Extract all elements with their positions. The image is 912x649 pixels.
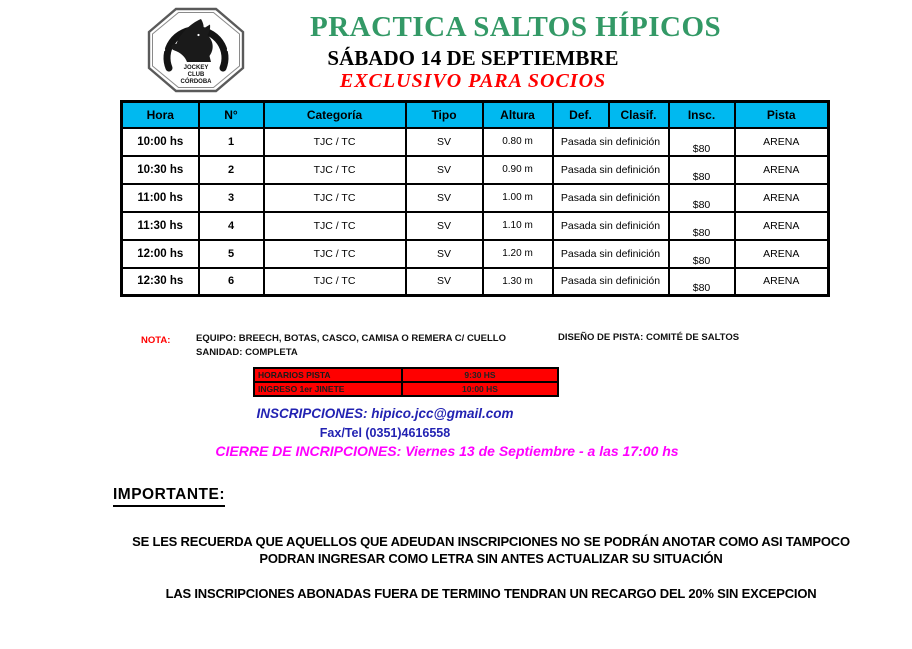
col-header-altura: Altura xyxy=(483,102,553,128)
table-row xyxy=(254,368,558,382)
page-title: PRACTICA SALTOS HÍPICOS xyxy=(310,11,722,43)
schedule-header-row xyxy=(122,102,829,128)
cell-altura: 1.00 m xyxy=(483,184,553,212)
cell-hora: 10:30 hs xyxy=(122,156,199,184)
col-header-insc: Insc. xyxy=(669,102,735,128)
cell-pista: ARENA xyxy=(735,156,829,184)
important-paragraph-2: LAS INSCRIPCIONES ABONADAS FUERA DE TERMINO TENDRAN UN RECARGO DEL 20% SIN EXCEPCION xyxy=(165,586,817,601)
cell-categoria: TJC / TC xyxy=(264,128,406,156)
table-row xyxy=(122,240,829,268)
cell-altura: 1.10 m xyxy=(483,212,553,240)
exclusive-notice: EXCLUSIVO PARA SOCIOS xyxy=(339,70,607,92)
cell-pista: ARENA xyxy=(735,212,829,240)
cell-insc: $80 xyxy=(669,156,735,184)
cell-altura: 1.20 m xyxy=(483,240,553,268)
logo-line-1: JOCKEY xyxy=(183,65,209,71)
cell-numero: 1 xyxy=(199,128,264,156)
inscriptions-email: INSCRIPCIONES: hipico.jcc@gmail.com xyxy=(256,406,514,421)
fax-tel: Fax/Tel (0351)4616558 xyxy=(319,426,451,440)
nota-label: NOTA: xyxy=(141,335,171,346)
cell-insc: $80 xyxy=(669,184,735,212)
cell-hora: 10:00 hs xyxy=(122,128,199,156)
cell-altura: 0.90 m xyxy=(483,156,553,184)
cell-numero: 3 xyxy=(199,184,264,212)
horarios-label: HORARIOS PISTA xyxy=(254,368,402,382)
col-header-tipo: Tipo xyxy=(406,102,483,128)
important-heading: IMPORTANTE: xyxy=(113,486,225,507)
cell-def-clasif: Pasada sin definición xyxy=(553,268,669,296)
schedule-table xyxy=(120,100,830,297)
nota-equipo-line: EQUIPO: BREECH, BOTAS, CASCO, CAMISA O REMERA C/ CUELLO xyxy=(196,333,506,344)
cell-categoria: TJC / TC xyxy=(264,184,406,212)
cell-def-clasif: Pasada sin definición xyxy=(553,156,669,184)
horarios-label: INGRESO 1er JINETE xyxy=(254,382,402,396)
table-row xyxy=(122,128,829,156)
cell-tipo: SV xyxy=(406,156,483,184)
col-header-numero: N° xyxy=(199,102,264,128)
cell-tipo: SV xyxy=(406,184,483,212)
table-row xyxy=(122,268,829,296)
cell-numero: 5 xyxy=(199,240,264,268)
cell-def-clasif: Pasada sin definición xyxy=(553,240,669,268)
col-header-def: Def. xyxy=(553,102,609,128)
col-header-clasif: Clasif. xyxy=(609,102,669,128)
cell-numero: 6 xyxy=(199,268,264,296)
event-date: SÁBADO 14 DE SEPTIEMBRE xyxy=(327,46,619,70)
cell-tipo: SV xyxy=(406,128,483,156)
cell-tipo: SV xyxy=(406,240,483,268)
nota-sanidad-line: SANIDAD: COMPLETA xyxy=(196,347,298,358)
cell-hora: 11:30 hs xyxy=(122,212,199,240)
cell-altura: 1.30 m xyxy=(483,268,553,296)
horarios-value: 10:00 HS xyxy=(402,382,558,396)
table-row xyxy=(122,184,829,212)
table-row xyxy=(122,156,829,184)
important-paragraph-1 xyxy=(110,533,872,567)
cell-numero: 4 xyxy=(199,212,264,240)
cell-hora: 11:00 hs xyxy=(122,184,199,212)
cell-tipo: SV xyxy=(406,212,483,240)
cell-pista: ARENA xyxy=(735,128,829,156)
cell-tipo: SV xyxy=(406,268,483,296)
cell-insc: $80 xyxy=(669,128,735,156)
inscription-deadline: CIERRE DE INCRIPCIONES: Viernes 13 de Septiembre - a las 17:00 hs xyxy=(215,443,679,459)
important-p1-line2: PODRAN INGRESAR COMO LETRA SIN ANTES ACTUALIZAR SU SITUACIÓN xyxy=(259,551,723,566)
cell-pista: ARENA xyxy=(735,184,829,212)
cell-categoria: TJC / TC xyxy=(264,268,406,296)
logo-line-2: CLUB xyxy=(187,72,205,78)
horse-head-octagon-icon xyxy=(146,6,246,94)
cell-pista: ARENA xyxy=(735,240,829,268)
cell-insc: $80 xyxy=(669,240,735,268)
col-header-hora: Hora xyxy=(122,102,199,128)
nota-course-design: DISEÑO DE PISTA: COMITÉ DE SALTOS xyxy=(558,332,740,343)
jockey-club-logo xyxy=(146,6,246,94)
important-p1-line1: SE LES RECUERDA QUE AQUELLOS QUE ADEUDAN INSCRIPCIONES NO SE PODRÁN ANOTAR COMO ASI TAMPOCO xyxy=(132,534,850,549)
cell-def-clasif: Pasada sin definición xyxy=(553,128,669,156)
cell-categoria: TJC / TC xyxy=(264,240,406,268)
cell-hora: 12:30 hs xyxy=(122,268,199,296)
cell-insc: $80 xyxy=(669,212,735,240)
cell-altura: 0.80 m xyxy=(483,128,553,156)
cell-pista: ARENA xyxy=(735,268,829,296)
cell-hora: 12:00 hs xyxy=(122,240,199,268)
logo-line-3: CÓRDOBA xyxy=(180,79,212,85)
cell-categoria: TJC / TC xyxy=(264,156,406,184)
col-header-pista: Pista xyxy=(735,102,829,128)
table-row xyxy=(254,382,558,396)
cell-def-clasif: Pasada sin definición xyxy=(553,184,669,212)
col-header-categoria: Categoría xyxy=(264,102,406,128)
cell-categoria: TJC / TC xyxy=(264,212,406,240)
table-row xyxy=(122,212,829,240)
nota-equipment xyxy=(196,332,506,360)
horarios-table xyxy=(253,367,559,397)
horarios-value: 9:30 HS xyxy=(402,368,558,382)
cell-numero: 2 xyxy=(199,156,264,184)
cell-insc: $80 xyxy=(669,268,735,296)
cell-def-clasif: Pasada sin definición xyxy=(553,212,669,240)
